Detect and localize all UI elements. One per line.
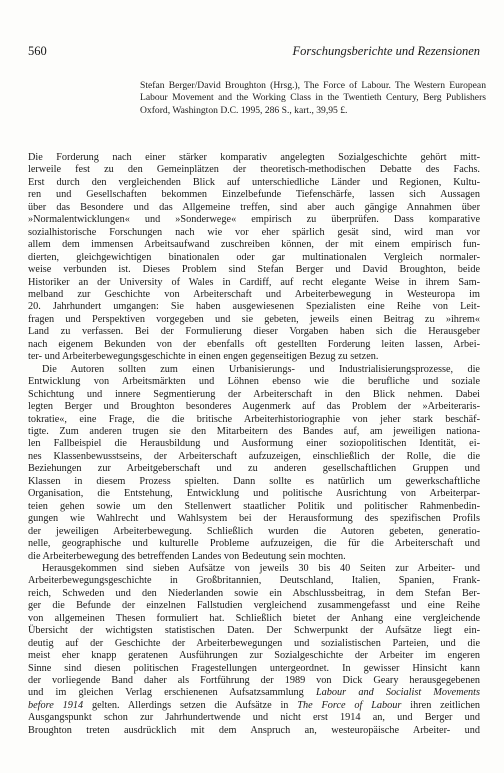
body-line: Die Forderung nach einer stärker komparativ angelegten Sozialgeschichte gehört mitt- bbox=[28, 152, 480, 163]
body-line: tokratie«, eine Frage, die die britische Arbeiterhistoriographie von jeher stark beschäf- bbox=[28, 413, 480, 425]
body-line: von allgemeinen Thesen formuliert hat. Schließlich bietet der Anhang eine vergleichende bbox=[28, 612, 480, 624]
body-line: Die Autoren sollten zum einen Urbanisierungs- und Industrialisierungsprozesse, die bbox=[42, 363, 480, 375]
body-line: Übersicht der wichtigsten statistischen Daten. Der Schwerpunkt der Aufsätze liegt ein- bbox=[28, 625, 480, 637]
body-line: lerweile fest zu den Gemeinplätzen der theoretisch-methodischen Debatte des Fachs. bbox=[28, 164, 480, 176]
body-line: nach eigenem Bekunden von der ebenfalls oft gestellten Forderung leiten lassen, Arbei- bbox=[28, 338, 480, 350]
body-line: weise verbunden ist. Dieses Problem sind Stefan Berger und David Broughton, beide bbox=[28, 264, 480, 276]
body-line: Organisation, die Entstehung, Entwicklung und politische Ausrichtung von Arbeiterpar- bbox=[28, 488, 480, 500]
body-line bbox=[28, 687, 480, 699]
body-line-text: gelten. Allerdings setzen die Aufsätze in bbox=[83, 699, 298, 711]
body-line: Ausgangspunkt schon zur Jahrhundertwende und nicht erst 1914 an, und Berger und bbox=[28, 712, 480, 724]
review-body bbox=[28, 152, 480, 737]
body-line: die Arbeiterbewegung des betreffenden Landes von Bedeutung sein mochten. bbox=[28, 550, 346, 562]
body-line: gungen wie Wahlrecht und Wahlsystem bei der Herausformung des spezifischen Profils bbox=[28, 513, 480, 525]
body-line: len Fallbeispiel die Herausbildung und Ausformung einer soziopolitischen Identität, ei- bbox=[28, 438, 480, 450]
body-line: nes Klassenbewusstseins, der Arbeiterschaft aufzuzeigen, einschließlich der Rolle, die die bbox=[28, 450, 480, 462]
page-number: 560 bbox=[28, 44, 47, 58]
body-line: Schichtung und innere Segmentierung der Arbeiterschaft in den Blick nehmen. Dabei bbox=[28, 388, 480, 400]
body-line: sozialhistorische Forschungen nach wie vor eher spärlich gesät sind, wird man vor bbox=[28, 226, 480, 238]
body-line: nelle, geographische und kulturelle Probleme aufzuzeigen, die für die Arbeiterschaft und bbox=[28, 538, 480, 550]
body-line: Historiker an der University of Wales in Cardiff, auf recht elegante Weise in ihrem Sam- bbox=[28, 276, 480, 288]
body-line: »Normalentwicklungen« und »Sonderwege« empirisch zu überprüfen. Dass komparative bbox=[28, 214, 480, 226]
body-line: über das Besondere und das Allgemeine treffen, sind aber auch gängige Annahmen über bbox=[28, 201, 480, 213]
body-line-text: ihren zeitlichen bbox=[401, 699, 480, 711]
body-line: Klassen in diesem Prozess spielten. Dann sollte es natürlich um gewerkschaftliche bbox=[28, 475, 480, 487]
body-line bbox=[28, 700, 480, 712]
body-line: reich, Schweden und den Niederlanden sowie ein Abschlussbeitrag, in dem Stefan Ber- bbox=[28, 587, 480, 599]
body-line: dierten, gleichgewichtigen binationalen oder gar multinationalen Vergleich normaler- bbox=[28, 251, 480, 263]
body-line: legten Berger und Broughton besonderes Augenmerk auf das Problem der »Arbeiteraris- bbox=[28, 401, 480, 413]
body-line: melband zur Geschichte von Arbeiterschaft und Arbeiterbewegung in Westeuropa im bbox=[28, 288, 480, 300]
body-line: der vorliegende Band daher als Fortführung der 1989 von Dick Geary herausgegebenen bbox=[28, 675, 480, 687]
body-line: teien gehen sowie um den Stellenwert staatlicher Politik und politischer Rahmenbedin- bbox=[28, 500, 480, 512]
body-line: Arbeiterbewegungsgeschichte in Großbritannien, Deutschland, Italien, Spanien, Frank- bbox=[28, 575, 480, 587]
body-line: Broughton treten ausdrücklich mit dem Anspruch an, westeuropäische Arbeiter- und bbox=[28, 724, 480, 736]
body-line: Entwicklung von Arbeitsmärkten und Löhnen ebenso wie die berufliche und soziale bbox=[28, 376, 480, 388]
body-line: ger die Befunde der einzelnen Fallstudien vergleichend zusammengefasst und eine Reihe bbox=[28, 600, 480, 612]
body-line: der jeweiligen Arbeiterbewegung. Schließlich wurden die Autoren gebeten, generatio- bbox=[28, 525, 480, 537]
book-reference: Stefan Berger/David Broughton (Hrsg.), The Force of Labour. The Western European Labour Movement and the Working Class in the Twentieth Century, Berg Publishers Oxford, Washington D.C. 1995, 286 S., kart., 39,95 £. bbox=[140, 80, 486, 116]
body-line: ren und Gesellschaften bekommen Einzelbefunde Tiefenschärfe, lassen sich Aussagen bbox=[28, 189, 480, 201]
body-line: Beziehungen zur Arbeitgeberschaft und zu anderen gesellschaftlichen Gruppen und bbox=[28, 463, 480, 475]
body-line: allem dem immensen Arbeitsaufwand zuschreiben können, der mit einem empirisch fun- bbox=[28, 239, 480, 251]
body-line: fragen und Perspektiven vorgegeben und sie gebeten, jeweils einen Beitrag zu »ihrem« bbox=[28, 313, 480, 325]
body-line: tigte. Zum anderen trugen sie den Mitarbeitern des Bandes auf, am jeweiligen nationa- bbox=[28, 425, 480, 437]
body-line: Sinne sind diesen politischen Fragestellungen untergeordnet. In gewisser Hinsicht kann bbox=[28, 662, 480, 674]
body-line: Erst durch den vergleichenden Blick auf unterschiedliche Länder und Regionen, Kultu- bbox=[28, 176, 480, 188]
page-header bbox=[28, 44, 480, 62]
body-line: deutig auf der Geschichte der Arbeiterbewegungen und sozialistischen Parteien, und die bbox=[28, 637, 480, 649]
cited-title: Labour and Socialist Movements bbox=[315, 687, 480, 699]
body-line: Herausgekommen sind sieben Aufsätze von jeweils 30 bis 40 Seiten zur Arbeiter- und bbox=[42, 562, 480, 574]
running-head: Forschungsberichte und Rezensionen bbox=[292, 44, 480, 58]
body-line: Land zu verfassen. Bei der Formulierung dieser Vorgaben haben sich die Herausgeber bbox=[28, 326, 480, 338]
body-line-text: und im gleichen Verlag erschienenen Aufsatzsammlung bbox=[28, 687, 316, 699]
book-title: The Force of Labour bbox=[297, 699, 402, 711]
cited-title: before 1914 bbox=[28, 699, 84, 711]
body-line: 20. Jahrhundert umgangen: Sie haben ausgewiesenen Spezialisten eine Reihe von Leit- bbox=[28, 301, 480, 313]
body-line: meist eher knapp geratenen Ausführungen zur Sozialgeschichte der Arbeiter im engeren bbox=[28, 650, 480, 662]
body-line: ter- und Arbeiterbewegungsgeschichte in einen engen gegenseitigen Bezug zu setzen. bbox=[28, 351, 379, 363]
